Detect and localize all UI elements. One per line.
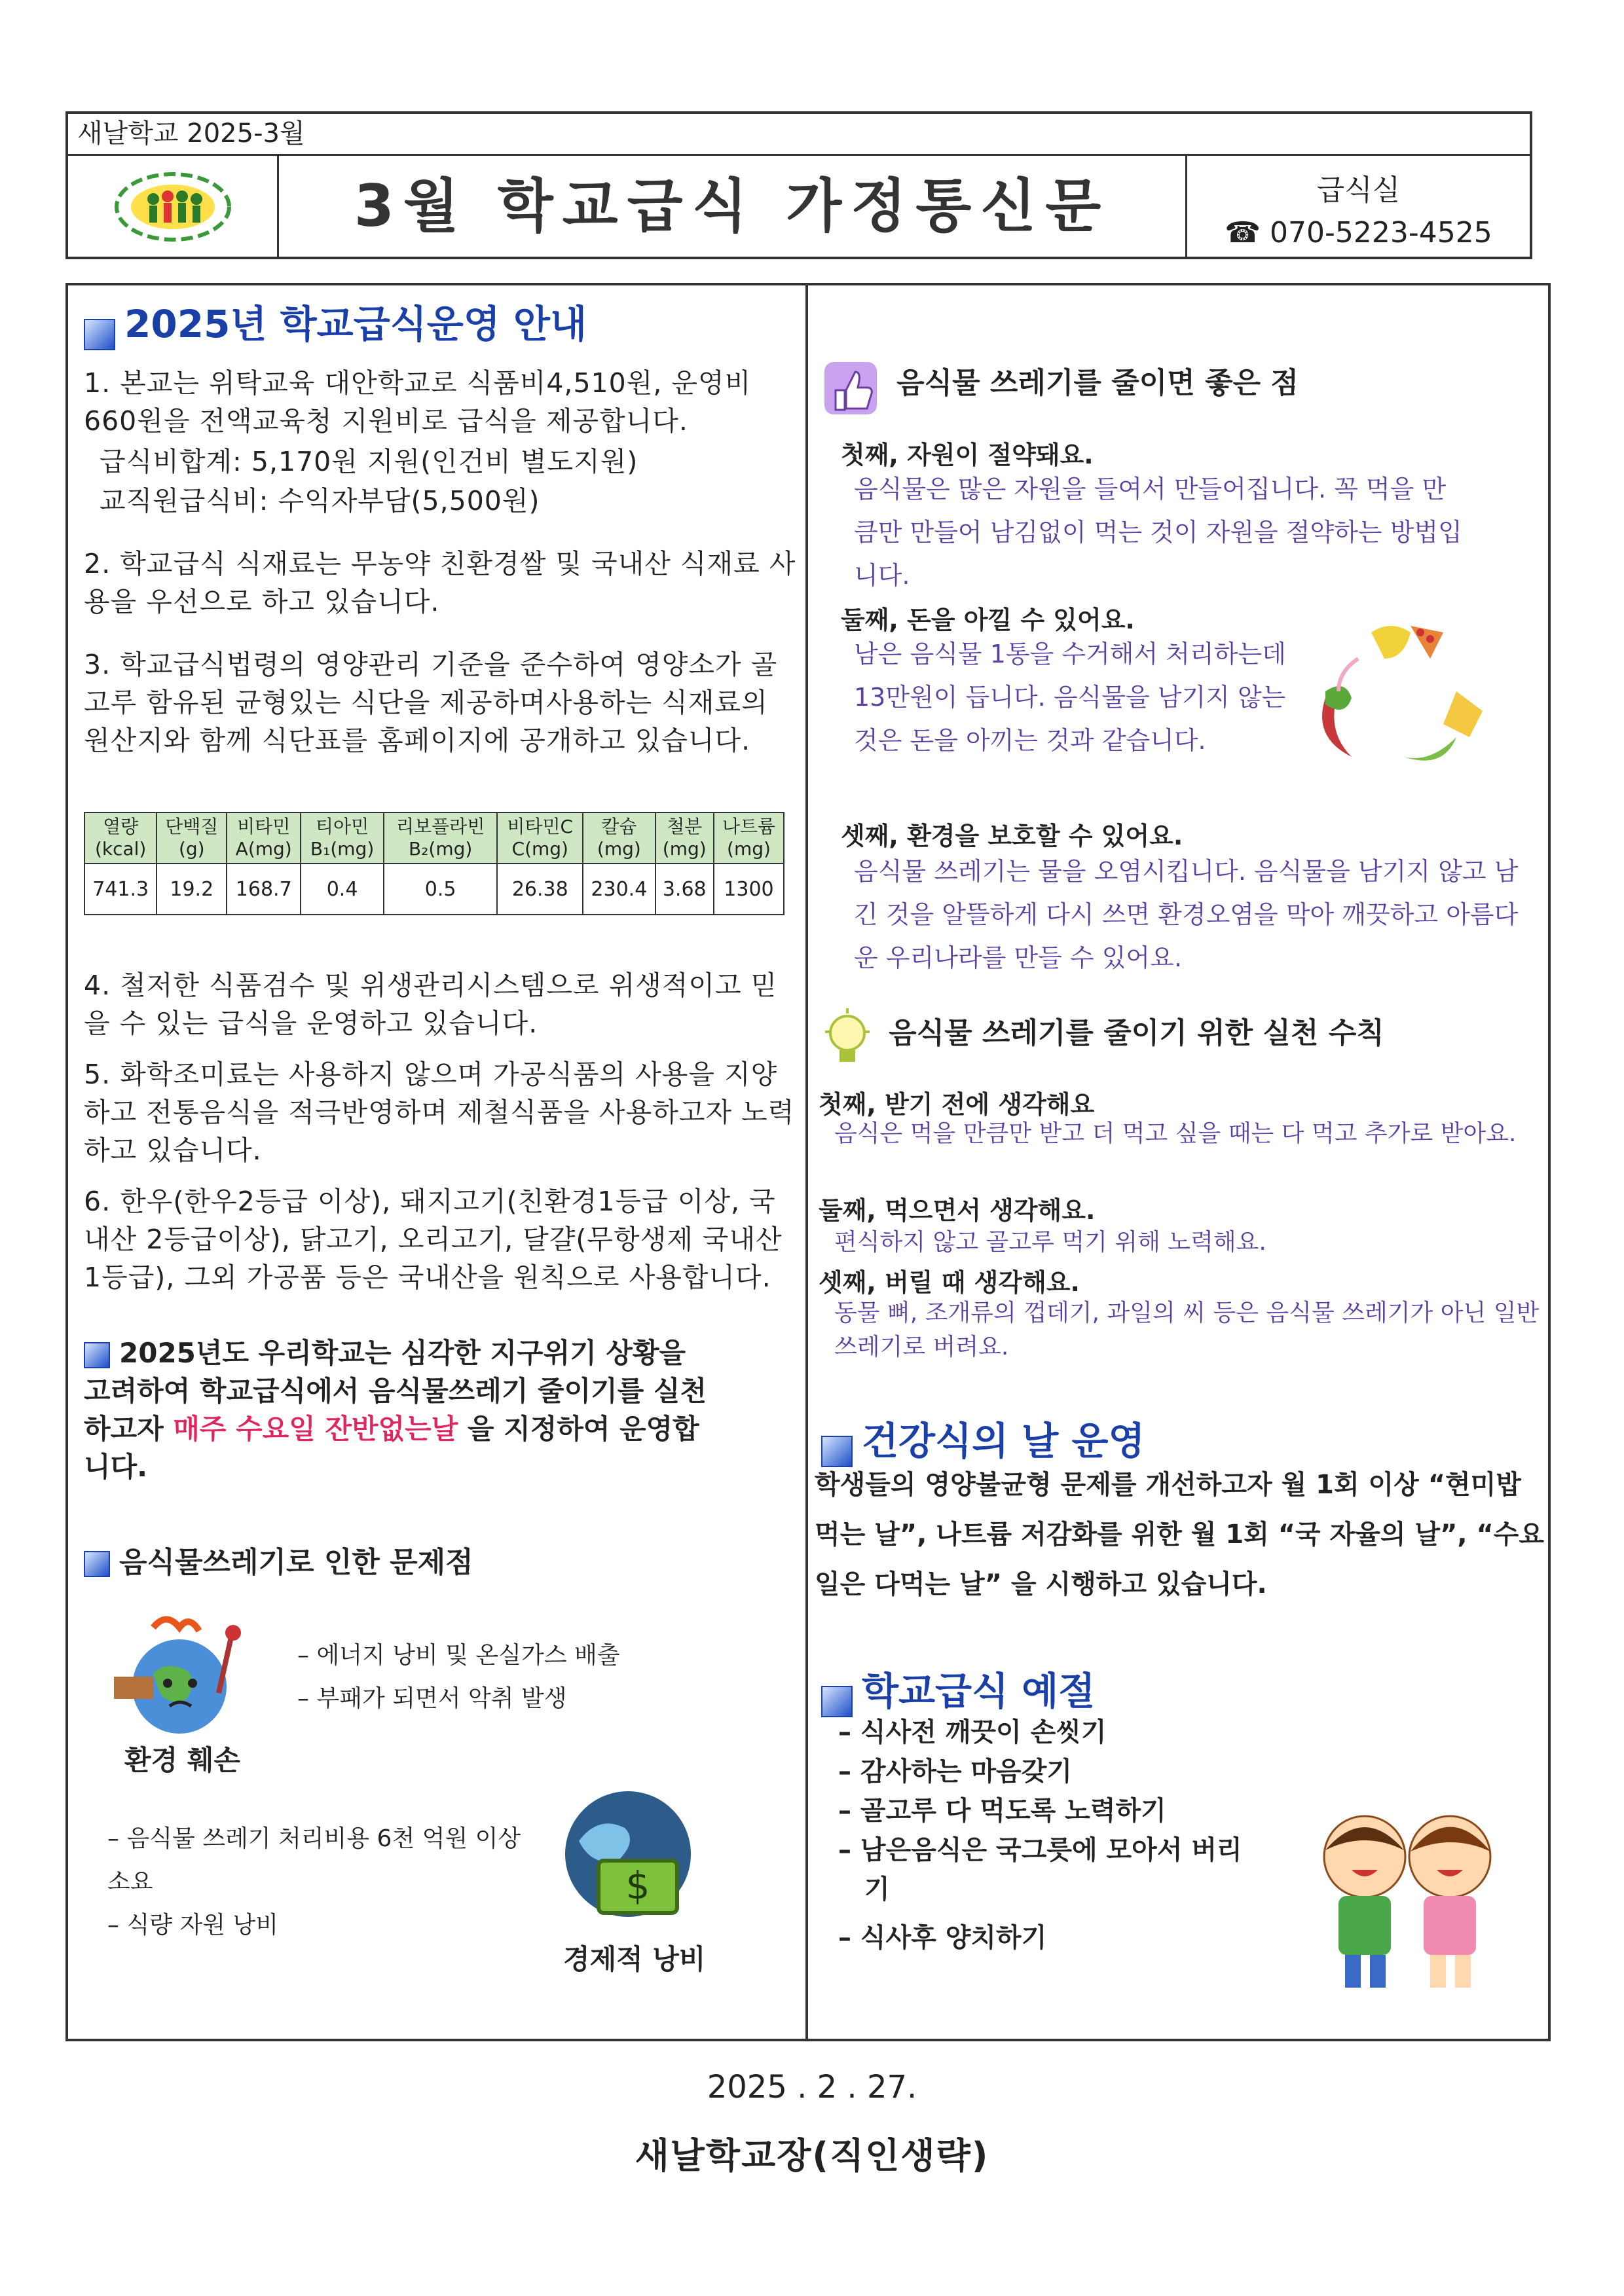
env-point: – 에너지 낭비 및 온실가스 배출 — [297, 1642, 620, 1669]
benefit-2-head: 둘째, 돈을 아낄 수 있어요. — [841, 606, 1135, 634]
benefit-heading — [821, 359, 1541, 420]
nutrition-value: 1300 — [714, 864, 784, 915]
nutrition-header: 나트륨 (mg) — [714, 812, 784, 864]
principal-signature: 새날학교장(직인생략) — [635, 2135, 989, 2176]
econ-point: – 식량 자원 낭비 — [107, 1912, 278, 1939]
env-damage-label: 환경 훼손 — [124, 1744, 240, 1776]
nutrition-header: 철분 (mg) — [655, 812, 714, 864]
nutrition-value: 0.4 — [301, 864, 384, 915]
nutrition-value: 168.7 — [227, 864, 301, 915]
problem-title: 음식물쓰레기로 인한 문제점 — [119, 1546, 473, 1579]
food-cycle-illustration — [1273, 613, 1522, 796]
main-box — [65, 283, 1551, 2041]
etiquette-list — [838, 1713, 1244, 1958]
nutrition-value: 3.68 — [655, 864, 714, 915]
env-point-list — [297, 1634, 620, 1721]
school-month: 새날학교 2025-3월 — [68, 114, 1530, 156]
notice-item-6: 6. 한우(한우2등급 이상), 돼지고기(친환경1등급 이상, 국내산 2등급이상), 닭고기, 오리고기, 달걀(무항생제 국내산 1등급), 그외 가공품 등은 국내산을 원칙으로 사용합니다. — [84, 1186, 783, 1293]
section-title: 2025년 학교급식운영 안내 — [124, 302, 587, 346]
practice-title: 음식물 쓰레기를 줄이기 위한 실천 수칙 — [889, 1016, 1384, 1050]
benefit-title: 음식물 쓰레기를 줄이면 좋은 점 — [896, 366, 1299, 400]
nutrition-value: 0.5 — [384, 864, 497, 915]
notice-item-1: 1. 본교는 위탁교육 대안학교로 식품비4,510원, 운영비660원을 전액교육청 지원비로 급식을 제공합니다. — [84, 367, 752, 437]
practice-heading — [821, 1006, 1541, 1074]
nutrition-header-row — [84, 812, 784, 864]
nutrition-header: 단백질 (g) — [157, 812, 227, 864]
nutrition-header: 칼슘 (mg) — [583, 812, 655, 864]
nutrition-header: 리보플라빈 B₂(mg) — [384, 812, 497, 864]
lightbulb-icon — [821, 1006, 874, 1074]
econ-waste-label: 경제적 낭비 — [563, 1943, 706, 1975]
section-bullet-icon — [84, 319, 115, 350]
thumbs-up-icon — [821, 359, 880, 420]
section-bullet-icon — [84, 1551, 110, 1577]
nutrition-header: 열량 (kcal) — [84, 812, 157, 864]
practice-2-text: 편식하지 않고 골고루 먹기 위해 노력해요. — [834, 1229, 1266, 1256]
section-bullet-icon — [84, 1342, 110, 1368]
etiquette-heading — [821, 1660, 1095, 1717]
practice-3-head: 셋째, 버릴 때 생각해요. — [819, 1268, 1080, 1297]
etiquette-item: – 골고루 다 먹도록 노력하기 — [838, 1796, 1166, 1826]
header-box — [65, 111, 1532, 259]
notice-item-2: 2. 학교급식 식재료는 무농약 친환경쌀 및 국내산 식재료 사용을 우선으로 하고 있습니다. — [84, 548, 796, 617]
left-section-heading — [84, 293, 587, 350]
waste-intro — [84, 1334, 712, 1486]
notice-item-3: 3. 학교급식법령의 영양관리 기준을 준수하여 영양소가 골고루 함유된 균형있는 식단을 제공하며사용하는 식재료의 원산지와 함께 식단표를 홈페이지에 공개하고 있습니다. — [84, 649, 778, 756]
nutrition-header: 티아민 B₁(mg) — [301, 812, 384, 864]
phone-icon: ☎ — [1225, 216, 1270, 249]
etiquette-item: – 감사하는 마음갖기 — [838, 1757, 1072, 1787]
notice-item-1-staff: 교직원급식비: 수익자부담(5,500원) — [100, 485, 540, 517]
nutrition-value: 19.2 — [157, 864, 227, 915]
nutrition-header: 비타민C C(mg) — [497, 812, 583, 864]
benefit-1-head: 첫째, 자원이 절약돼요. — [841, 441, 1094, 469]
healthy-heading — [821, 1410, 1145, 1467]
practice-1-head: 첫째, 받기 전에 생각해요 — [819, 1090, 1095, 1119]
svg-text:$: $ — [625, 1863, 650, 1908]
waste-intro-text: 2025년도 우리학교는 심각한 지구위기 상황을 고려하여 학교급식에서 음식물쓰레기 줄이기를 실천하고자 — [84, 1337, 707, 1445]
healthy-text: 학생들의 영양불균형 문제를 개선하고자 월 1회 이상 “현미밥 먹는 날”, 나트륨 저감화를 위한 월 1회 “국 자율의 날”, “수요일은 다먹는 날” 을 시행하고 있습니다. — [815, 1470, 1545, 1599]
school-logo — [68, 156, 279, 257]
crying-earth-illustration — [107, 1614, 258, 1745]
phone-number: 070-5223-4525 — [1270, 216, 1492, 249]
nutrition-value: 741.3 — [84, 864, 157, 915]
column-divider — [805, 285, 808, 2039]
practice-1-text: 음식은 먹을 만큼만 받고 더 먹고 싶을 때는 다 먹고 추가로 받아요. — [834, 1120, 1517, 1147]
notice-item-1-total: 급식비합계: 5,170원 지원(인건비 별도지원) — [100, 446, 638, 477]
etiquette-item: – 남은음식은 국그릇에 모아서 버리기 — [838, 1835, 1242, 1904]
contact-box — [1185, 156, 1530, 257]
issue-date: 2025 . 2 . 27. — [707, 2069, 917, 2105]
benefit-1-text: 음식물은 많은 자원을 들여서 만들어집니다. 꼭 먹을 만큼만 만들어 남김없이 먹는 것이 자원을 절약하는 방법입니다. — [854, 475, 1462, 590]
etiquette-item: – 식사전 깨끗이 손씻기 — [838, 1717, 1107, 1747]
dept-label: 급식실 — [1316, 173, 1401, 207]
benefit-2-text: 남은 음식물 1통을 수거해서 처리하는데 13만원이 듭니다. 음식물을 남기지 않는 것은 돈을 아끼는 것과 같습니다. — [854, 640, 1286, 755]
nutrition-value: 230.4 — [583, 864, 655, 915]
kids-illustration — [1293, 1804, 1528, 2001]
page-title: 3월 학교급식 가정통신문 — [354, 172, 1111, 240]
etiquette-item: – 식사후 양치하기 — [838, 1923, 1047, 1953]
problem-heading — [84, 1539, 473, 1580]
practice-2-head: 둘째, 먹으면서 생각해요. — [819, 1196, 1096, 1225]
notice-item-4: 4. 철저한 식품검수 및 위생관리시스템으로 위생적이고 믿을 수 있는 급식을 운영하고 있습니다. — [84, 970, 778, 1039]
benefit-3-text: 음식물 쓰레기는 물을 오염시킵니다. 음식물을 남기지 않고 남긴 것을 알뜰하게 다시 쓰면 환경오염을 막아 깨끗하고 아름다운 우리나라를 만들 수 있어요. — [854, 857, 1519, 972]
nutrition-table — [84, 812, 784, 915]
money-globe-illustration — [553, 1789, 703, 1933]
benefit-3-head: 셋째, 환경을 보호할 수 있어요. — [841, 822, 1183, 850]
econ-point: – 음식물 쓰레기 처리비용 6천 억원 이상 소요 — [107, 1825, 521, 1895]
env-point: – 부패가 되면서 악취 발생 — [297, 1685, 567, 1712]
phone-line — [1187, 216, 1530, 249]
waste-intro-tail: 을 지정하여 운영합니다. — [84, 1413, 699, 1483]
econ-point-list — [107, 1817, 540, 1947]
practice-3-text: 동물 뼈, 조개류의 껍데기, 과일의 씨 등은 음식물 쓰레기가 아닌 일반쓰레기로 버려요. — [834, 1300, 1540, 1360]
nutrition-value-row — [84, 864, 784, 915]
etiquette-title: 학교급식 예절 — [862, 1669, 1096, 1713]
nutrition-header: 비타민 A(mg) — [227, 812, 301, 864]
nutrition-value: 26.38 — [497, 864, 583, 915]
healthy-title: 건강식의 날 운영 — [862, 1419, 1145, 1463]
waste-free-day: 매주 수요일 잔반없는날 — [173, 1413, 458, 1445]
notice-item-5: 5. 화학조미료는 사용하지 않으며 가공식품의 사용을 지양하고 전통음식을 적극반영하며 제철식품을 사용하고자 노력하고 있습니다. — [84, 1059, 795, 1166]
